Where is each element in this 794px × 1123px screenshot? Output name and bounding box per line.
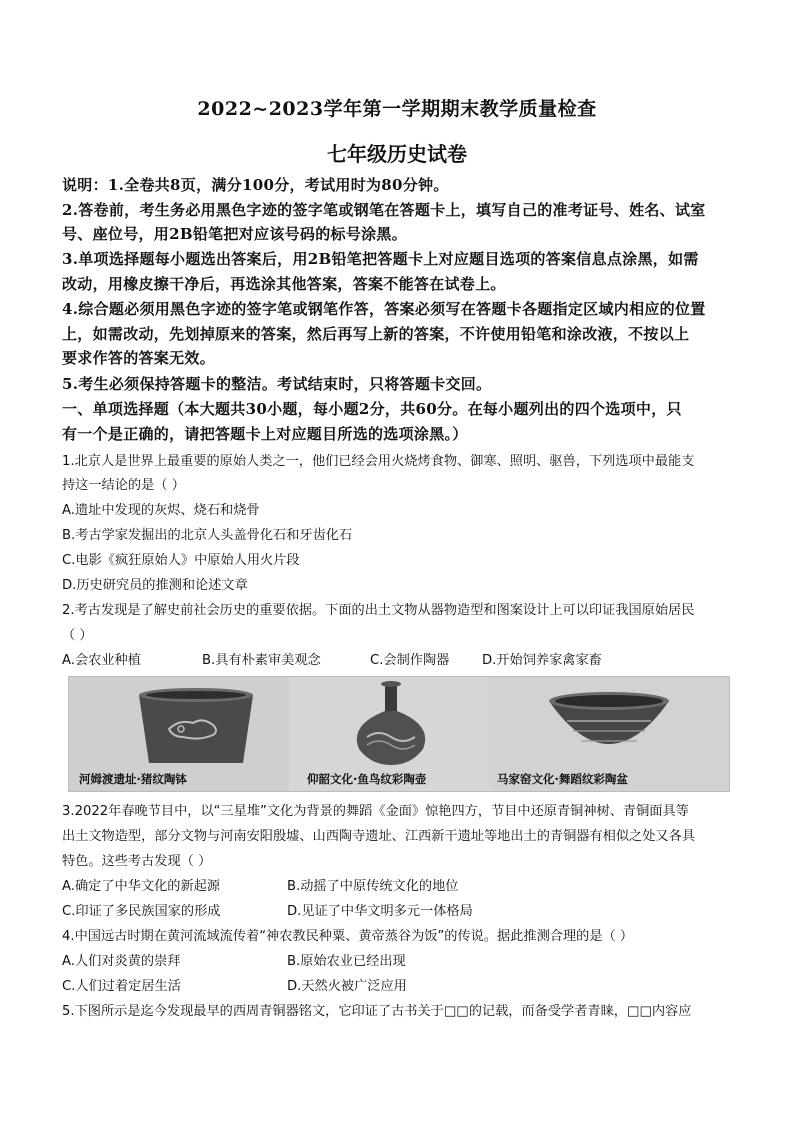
artifact-dance-basin xyxy=(489,677,729,791)
artifact-caption: 仰韶文化·鱼鸟纹彩陶壶 xyxy=(307,772,427,786)
question-option: C.人们过着定居生活 xyxy=(62,979,181,994)
instruction-line: 要求作答的答案无效。 xyxy=(62,349,216,367)
question-option: B.考古学家发掘出的北京人头盖骨化石和牙齿化石 xyxy=(62,528,353,543)
question-stem: 4.中国远古时期在黄河流域流传着“神农教民种粟、黄帝蒸谷为饭”的传说。据此推测合理的是（ ） xyxy=(62,929,634,944)
instruction-line: 3.单项选择题每小题选出答案后，用2B铅笔把答题卡上对应题目选项的答案信息点涂黑，如需 xyxy=(62,250,699,268)
question-option: D.天然火被广泛应用 xyxy=(287,979,407,994)
question-stem: 2.考古发现是了解史前社会历史的重要依据。下面的出土文物从器物造型和图案设计上可以印证我国原始居民 xyxy=(62,603,695,618)
artifact-photo-strip xyxy=(68,676,730,792)
exam-title: 2022~2023学年第一学期期末教学质量检查 xyxy=(197,98,597,120)
question-stem: 5.下图所示是迄今发现最早的西周青铜器铭文，它印证了古书关于□□的记载，而备受学者青睐，□□内容应 xyxy=(62,1004,692,1019)
question-option: C.电影《疯狂原始人》中原始人用火片段 xyxy=(62,553,300,568)
question-option: C.印证了多民族国家的形成 xyxy=(62,904,221,919)
artifact-pig-bowl xyxy=(69,677,289,791)
question-stem: 持这一结论的是（ ） xyxy=(62,478,185,493)
instruction-line: 改动，用橡皮擦干净后，再选涂其他答案，答案不能答在试卷上。 xyxy=(62,275,506,293)
exam-subtitle: 七年级历史试卷 xyxy=(327,142,467,166)
instruction-line: 4.综合题必须用黑色字迹的签字笔或钢笔作答，答案必须写在答题卡各题指定区域内相应的位置 xyxy=(62,300,706,318)
question-stem: 出土文物造型，部分文物与河南安阳殷墟、山西陶寺遗址、江西新干遗址等地出土的青铜器有相似之处又各具 xyxy=(62,829,695,844)
question-stem: 特色。这些考古发现（ ） xyxy=(62,854,212,869)
question-option: D.见证了中华文明多元一体格局 xyxy=(287,904,473,919)
artifact-caption: 马家窑文化·舞蹈纹彩陶盆 xyxy=(497,772,628,786)
question-option: B.具有朴素审美观念 xyxy=(202,653,321,668)
instruction-line: 号、座位号，用2B铅笔把对应该号码的标号涂黑。 xyxy=(62,225,408,243)
instruction-line: 5.考生必须保持答题卡的整洁。考试结束时，只将答题卡交回。 xyxy=(62,375,492,393)
instruction-line: 说明：1.全卷共8页，满分100分，考试用时为80分钟。 xyxy=(62,176,449,194)
question-option: B.动摇了中原传统文化的地位 xyxy=(287,879,459,894)
question-option: D.开始饲养家禽家畜 xyxy=(482,653,602,668)
question-stem: （ ） xyxy=(62,628,93,643)
question-stem: 1.北京人是世界上最重要的原始人类之一，他们已经会用火烧烤食物、御寒、照明、驱兽，下列选项中最能支 xyxy=(62,454,695,469)
question-stem: 3.2022年春晚节目中，以“三星堆”文化为背景的舞蹈《金面》惊艳四方，节目中还原青铜神树、青铜面具等 xyxy=(62,804,689,819)
artifact-caption: 河姆渡遗址·猪纹陶钵 xyxy=(79,772,187,786)
question-option: A.确定了中华文化的新起源 xyxy=(62,879,221,894)
section-heading: 一、单项选择题（本大题共30小题，每小题2分，共60分。在每小题列出的四个选项中，只 xyxy=(62,400,682,418)
question-option: C.会制作陶器 xyxy=(370,653,450,668)
question-option: A.人们对炎黄的崇拜 xyxy=(62,954,181,969)
instruction-line: 2.答卷前，考生务必用黑色字迹的签字笔或钢笔在答题卡上，填写自己的准考证号、姓名、试室 xyxy=(62,201,706,219)
question-option: B.原始农业已经出现 xyxy=(287,954,406,969)
artifact-fish-bird-pot xyxy=(289,677,489,791)
question-option: A.遗址中发现的灰烬、烧石和烧骨 xyxy=(62,503,260,518)
instruction-line: 上，如需改动，先划掉原来的答案，然后再写上新的答案，不许使用铅笔和涂改液，不按以上 xyxy=(62,325,690,343)
section-heading: 有一个是正确的，请把答题卡上对应题目所选的选项涂黑。） xyxy=(62,425,468,443)
question-option: A.会农业种植 xyxy=(62,653,141,668)
question-option: D.历史研究员的推测和论述文章 xyxy=(62,578,248,593)
